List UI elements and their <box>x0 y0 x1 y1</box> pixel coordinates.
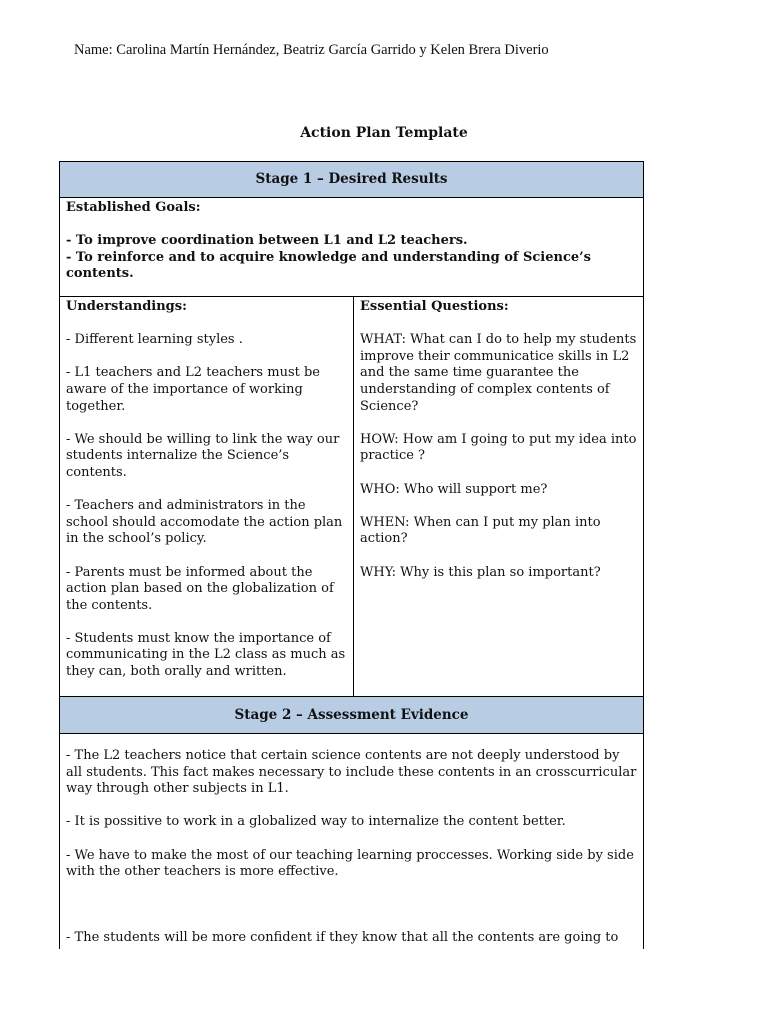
understanding-item: - Teachers and administrators in the school should accomodate the action plan in the school’s policy. <box>66 498 343 547</box>
question-item: HOW: How am I going to put my idea into practice ? <box>360 431 637 464</box>
question-item: WHAT: What can I do to help my students improve their communicatice skills in L2 and the same time guarantee the understanding of complex contents of Science? <box>360 332 637 414</box>
established-goals-cell <box>60 198 643 297</box>
understanding-item: - We should be willing to link the way our students internalize the Science’s contents. <box>66 431 340 480</box>
document-title: Action Plan Template <box>300 125 468 141</box>
understanding-item: - Parents must be informed about the action plan based on the globalization of the contents. <box>66 564 334 613</box>
understandings-cell <box>60 297 354 696</box>
assessment-evidence-cell <box>60 734 643 949</box>
stage-2-heading: Stage 2 – Assessment Evidence <box>60 696 643 734</box>
goal-item: - To reinforce and to acquire knowledge and understanding of Science’s contents. <box>66 249 591 282</box>
essential-questions-cell <box>354 297 643 696</box>
stage-1-heading: Stage 1 – Desired Results <box>60 162 643 198</box>
question-item: WHEN: When can I put my plan into action? <box>360 514 601 547</box>
understandings-questions-row <box>60 297 643 696</box>
questions-label: Essential Questions: <box>360 299 509 314</box>
understanding-item: - Different learning styles . <box>66 332 243 348</box>
goal-item: - To improve coordination between L1 and L2 teachers. <box>66 233 468 249</box>
understandings-label: Understandings: <box>66 299 187 314</box>
understanding-item: - L1 teachers and L2 teachers must be aware of the importance of working together. <box>66 365 320 414</box>
author-names: Name: Carolina Martín Hernández, Beatriz García Garrido y Kelen Brera Diverio <box>74 42 549 58</box>
evidence-item: - The students will be more confident if they know that all the contents are going to <box>66 930 619 946</box>
goals-label: Established Goals: <box>66 200 201 215</box>
evidence-item: - We have to make the most of our teaching learning proccesses. Working side by side with the other teachers is more effective. <box>66 847 634 880</box>
evidence-item: - The L2 teachers notice that certain science contents are not deeply understood by all students. This fact makes necessary to include these contents in an crosscurricular way through other subjects in L1. <box>66 748 637 797</box>
question-item: WHY: Why is this plan so important? <box>360 564 601 580</box>
action-plan-table <box>59 161 644 949</box>
blank-space <box>66 897 637 930</box>
understanding-item: - Students must know the importance of communicating in the L2 class as much as they can, both orally and written. <box>66 630 346 680</box>
evidence-item: - It is possitive to work in a globalized way to internalize the content better. <box>66 814 566 830</box>
question-item: WHO: Who will support me? <box>360 481 548 497</box>
